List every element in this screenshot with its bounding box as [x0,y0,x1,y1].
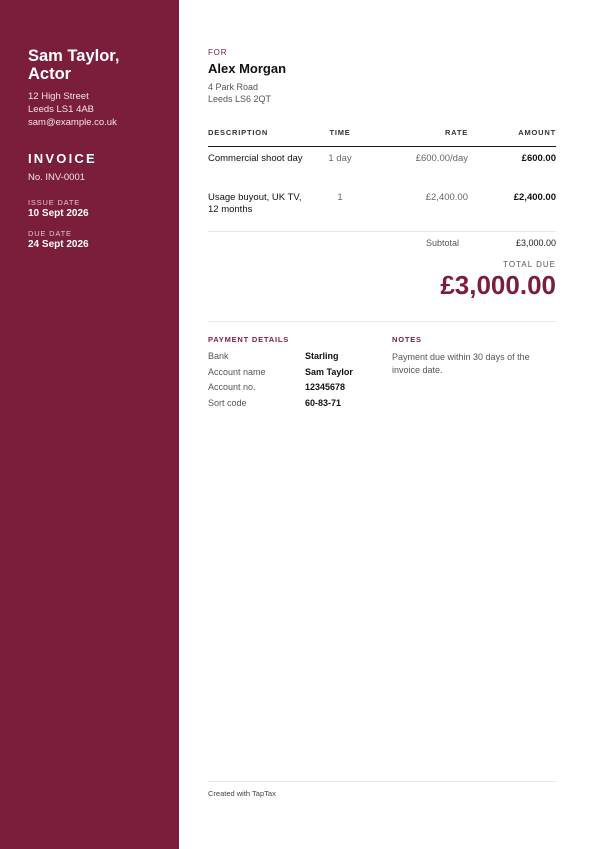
payment-key: Bank [208,351,229,361]
row-amount: £600.00 [521,153,556,164]
invoice-number: No. INV-0001 [28,172,86,183]
sender-name: Sam Taylor, Actor [28,47,120,83]
payment-row [208,382,378,398]
total-due-label: TOTAL DUE [503,260,556,269]
client-address-line1: 4 Park Road [208,82,259,92]
client-address [208,81,271,105]
due-date: 24 Sept 2026 [28,239,89,250]
payment-key: Sort code [208,397,247,408]
row-amount: £2,400.00 [513,192,556,203]
issue-date: 10 Sept 2026 [28,208,89,219]
header-description: DESCRIPTION [208,128,269,137]
payment-row [208,367,378,383]
payment-value: 60-83-71 [305,397,342,408]
notes-heading: NOTES [392,335,422,344]
payment-row [208,398,378,414]
due-date-label: DUE DATE [28,229,72,238]
payment-divider [208,321,556,322]
payment-value: Starling [305,351,339,361]
client-label: FOR [208,48,228,57]
subtotal-value: £3,000.00 [515,238,556,248]
payment-details [208,351,378,413]
sender-address-line2: Leeds LS1 4AB [28,104,95,115]
row-description: Usage buyout, UK TV, 12 months [208,192,302,215]
totals-divider [208,231,556,232]
table-row [208,186,556,225]
payment-details-heading: PAYMENT DETAILS [208,335,290,344]
table-header [208,128,556,147]
payment-key: Account no. [208,382,256,392]
row-rate: £2,400.00 [425,192,468,203]
issue-date-label: ISSUE DATE [28,198,81,207]
table-row [208,147,556,186]
total-due-value: £3,000.00 [440,270,556,300]
invoice-title: INVOICE [28,151,97,166]
sender-sidebar [0,0,179,849]
sender-email: sam@example.co.uk [28,117,117,128]
payment-row [208,351,378,367]
payment-key: Account name [208,366,266,377]
row-rate: £600.00/day [415,153,468,164]
subtotal-label: Subtotal [425,238,459,248]
header-amount: AMOUNT [518,128,556,137]
header-time: TIME [329,128,351,137]
footer-divider [208,781,556,782]
header-rate: RATE [444,128,468,137]
line-items-table [208,128,556,225]
payment-value: 12345678 [305,382,346,392]
row-time: 1 day [328,153,352,164]
invoice-body [208,0,556,849]
row-time: 1 [337,192,343,203]
footer-credit: Created with TapTax [208,789,276,798]
client-address-line2: Leeds LS6 2QT [208,94,272,104]
row-description: Commercial shoot day [208,153,303,164]
payment-value: Sam Taylor [305,366,353,377]
sender-address-line1: 12 High Street [28,91,89,102]
notes-text: Payment due within 30 days of the invoice date. [392,352,530,375]
client-name: Alex Morgan [208,61,287,76]
